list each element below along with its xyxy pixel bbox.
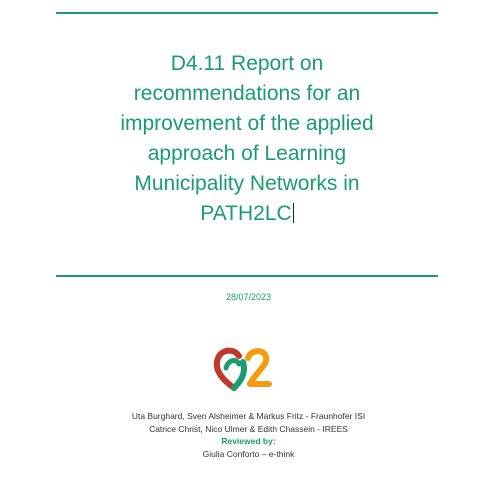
title-line-4: approach of Learning: [147, 142, 347, 165]
authors-block: [0, 410, 497, 460]
path2lc-logo: [212, 344, 274, 394]
top-rule: [56, 12, 438, 14]
logo-orange-two: [248, 351, 269, 384]
document-title: [56, 49, 438, 229]
reviewer: Giulia Conforto – e-think: [202, 448, 295, 459]
reviewed-by-label: Reviewed by:: [221, 436, 276, 446]
title-line-6-text: PATH2LC: [200, 202, 292, 225]
logo-green-arc-inner: [226, 361, 239, 368]
title-line-1: D4.11 Report on: [170, 52, 324, 75]
document-date: 28/07/2023: [225, 292, 272, 302]
title-line-2: recommendations for an: [133, 82, 361, 105]
author-line-2: Catrice Christ, Nico Ulmer & Edith Chassein - IREES: [149, 423, 348, 434]
title-line-5: Municipality Networks in: [134, 172, 360, 195]
title-line-6: [56, 199, 438, 229]
bottom-rule: [56, 275, 438, 277]
title-line-3: improvement of the applied: [120, 112, 374, 135]
text-cursor: [293, 203, 294, 223]
author-line-1: Uta Burghard, Sven Alsheimer & Markus Fritz - Fraunhofer ISI: [131, 411, 366, 421]
